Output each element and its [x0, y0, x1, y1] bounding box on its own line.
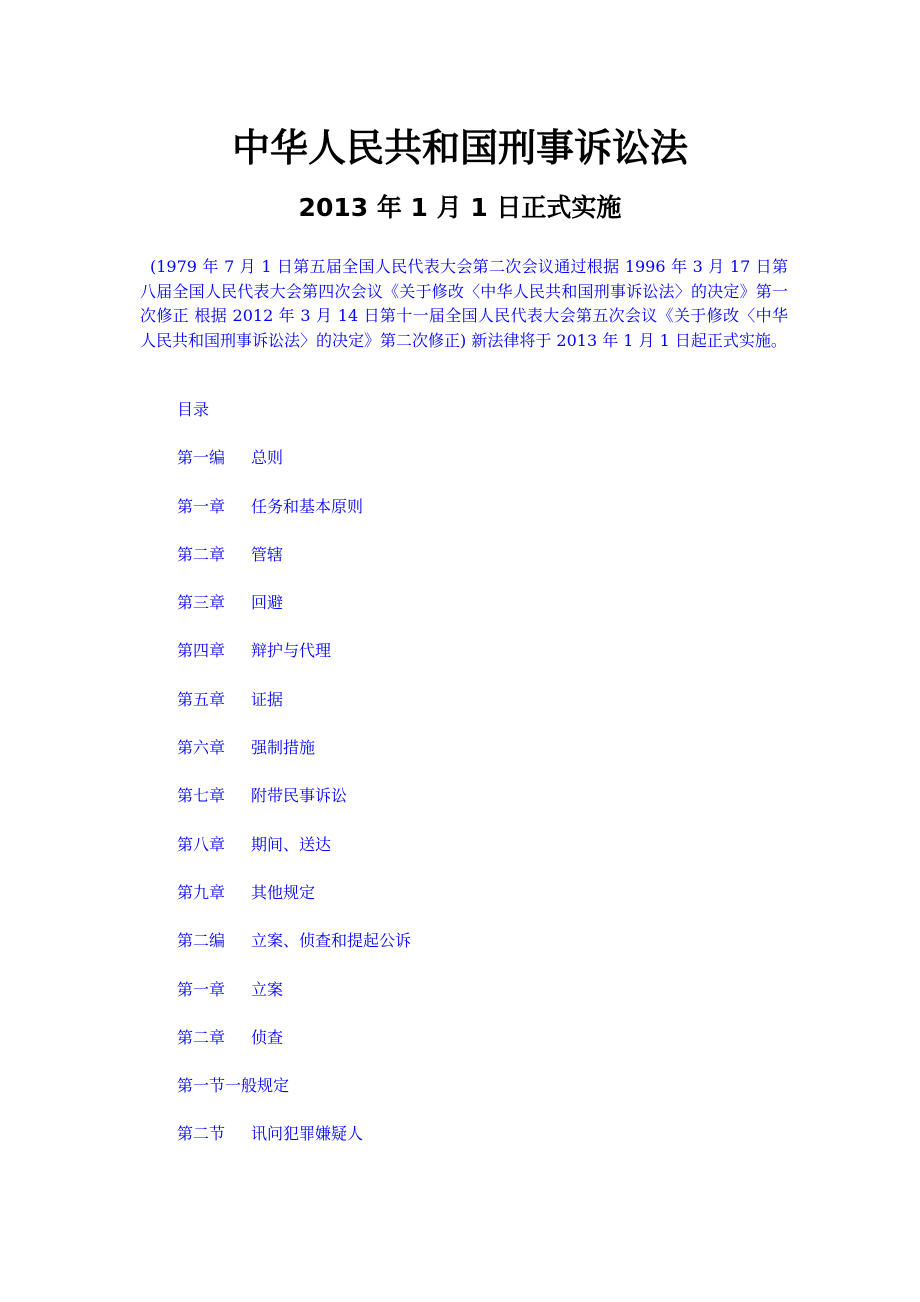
toc-item-title: 附带民事诉讼 [251, 786, 348, 806]
toc-item-title: 辩护与代理 [251, 641, 332, 661]
toc-item [177, 637, 411, 685]
toc-item-title: 回避 [251, 593, 284, 613]
toc-item-number: 第二节 [177, 1124, 226, 1144]
toc-item-number: 第六章 [177, 738, 226, 758]
toc-item-title: 任务和基本原则 [251, 496, 364, 516]
toc-item-title: 讯问犯罪嫌疑人 [251, 1124, 364, 1144]
toc-item-number: 第二章 [177, 1027, 226, 1047]
toc-item [177, 782, 411, 830]
toc-item-number: 第八章 [177, 834, 226, 854]
toc-item-title: 期间、送达 [251, 834, 332, 854]
toc-item [177, 444, 411, 492]
toc-item-number: 第七章 [177, 786, 226, 806]
toc-item [177, 686, 411, 734]
toc-item-number: 第一编 [177, 448, 226, 468]
toc-item [177, 879, 411, 927]
toc-item-number: 第五章 [177, 689, 226, 709]
toc-heading: 目录 [177, 400, 210, 419]
document-subtitle: 2013 年 1 月 1 日正式实施 [298, 193, 622, 222]
toc-item-title: 侦查 [251, 1027, 284, 1047]
toc-item [177, 734, 411, 782]
toc-item-number: 第一章 [177, 979, 226, 999]
toc-item [177, 493, 411, 541]
table-of-contents [177, 396, 411, 1169]
document-title: 中华人民共和国刑事诉讼法 [231, 126, 688, 170]
toc-item-title: 一般规定 [225, 1076, 290, 1096]
toc-item-number: 第九章 [177, 882, 226, 902]
toc-item-number: 第一节 [177, 1076, 226, 1096]
toc-item-title: 其他规定 [251, 882, 316, 902]
toc-item [177, 1072, 411, 1120]
toc-item [177, 927, 411, 975]
toc-item [177, 976, 411, 1024]
toc-item-title: 证据 [251, 689, 284, 709]
toc-item [177, 589, 411, 637]
toc-item-number: 第二章 [177, 544, 226, 564]
toc-item [177, 831, 411, 879]
toc-item [177, 1024, 411, 1072]
toc-item [177, 1120, 411, 1168]
toc-item [177, 541, 411, 589]
intro-paragraph: (1979 年 7 月 1 日第五届全国人民代表大会第二次会议通过根据 1996 年 3 月 17 日第八届全国人民代表大会第四次会议《关于修改〈中华人民共和国刑事诉讼法〉的决定》第一次修正 根据 2012 年 3 月 14 日第十一届全国人民代表大会第五次会议《关于修改〈中华人民共和国刑事诉讼法〉的决定》第二次修正) 新法律将于 2013 年 1 月 1 日起正式实施。 [140, 257, 788, 350]
toc-item-number: 第四章 [177, 641, 226, 661]
toc-item-number: 第三章 [177, 593, 226, 613]
toc-item-title: 总则 [251, 448, 284, 468]
toc-item-title: 立案、侦查和提起公诉 [251, 931, 412, 951]
toc-item-title: 强制措施 [251, 738, 316, 758]
toc-item-number: 第一章 [177, 496, 226, 516]
toc-item-title: 管辖 [251, 544, 284, 564]
toc-item-number: 第二编 [177, 931, 226, 951]
toc-item-title: 立案 [251, 979, 284, 999]
